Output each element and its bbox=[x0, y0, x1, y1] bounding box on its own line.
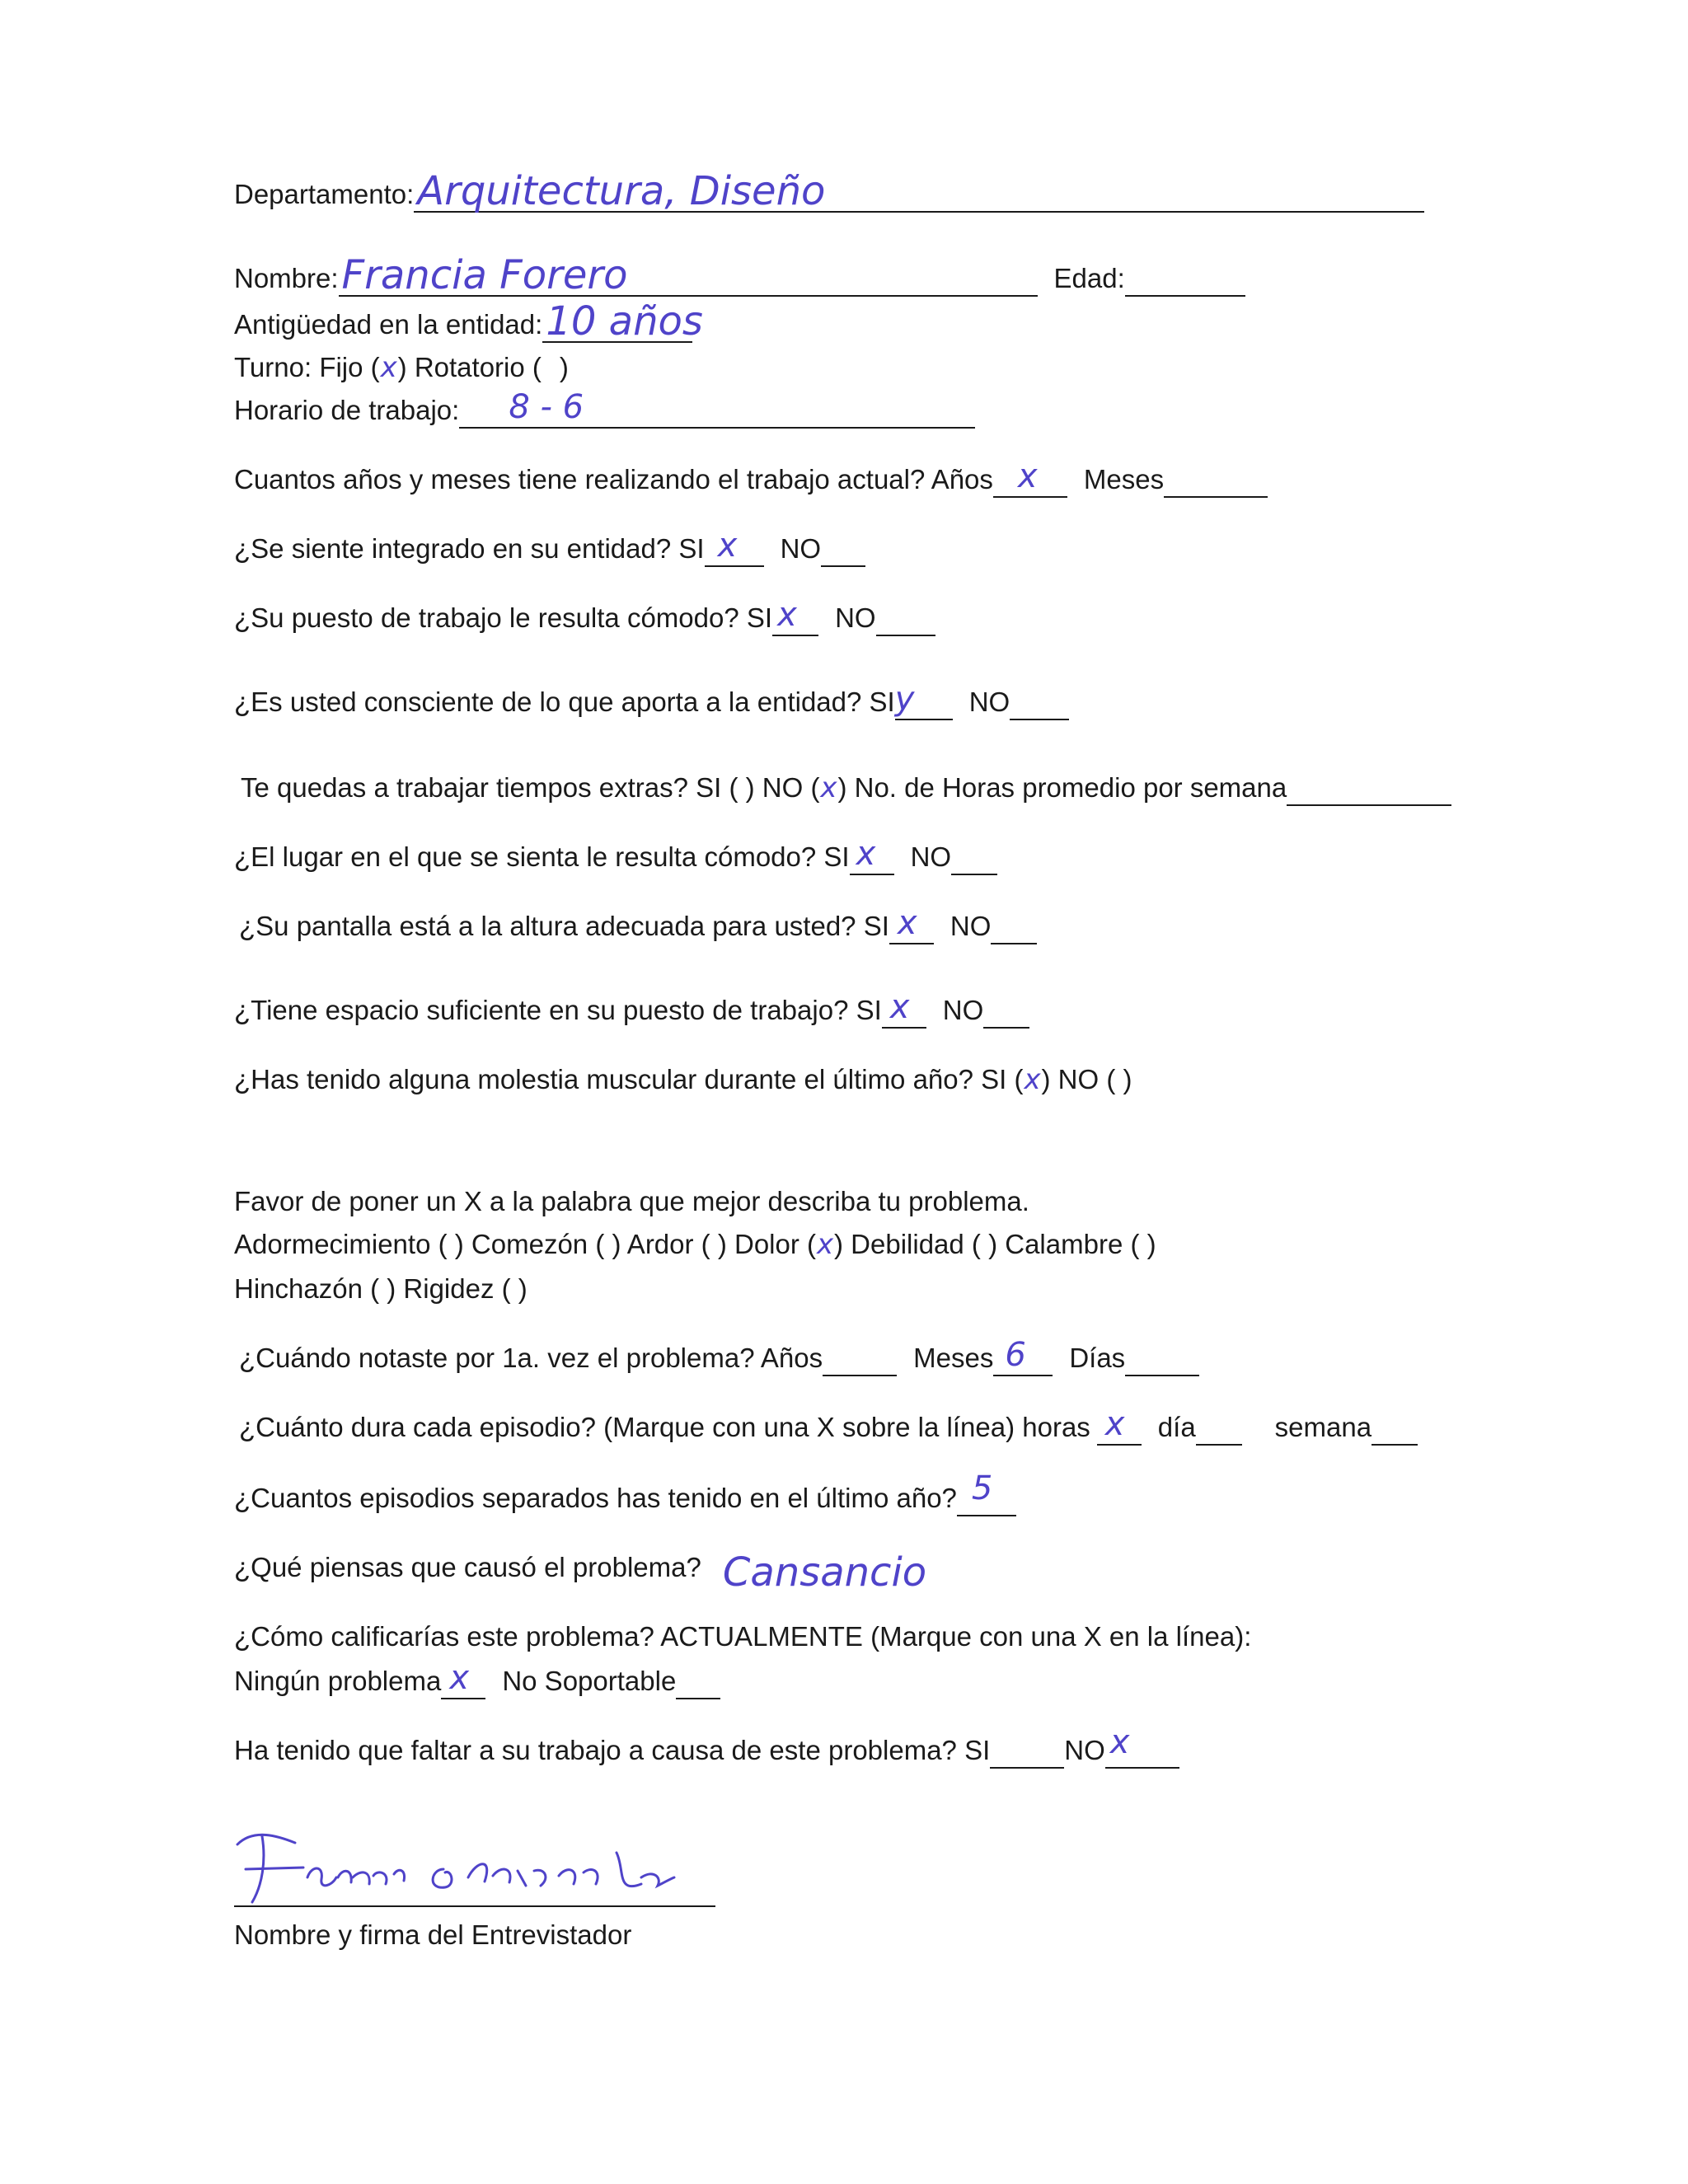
signature-drawing bbox=[229, 1820, 773, 1910]
q11-text: ¿Cuánto dura cada episodio? (Marque con una X sobre la línea) horas bbox=[239, 1412, 1090, 1442]
antiguedad-value: 10 años bbox=[546, 298, 703, 344]
q10-meses-field[interactable] bbox=[993, 1336, 1053, 1376]
q1-anos-value: x bbox=[1017, 457, 1038, 495]
q13-field[interactable] bbox=[722, 1549, 937, 1596]
turno-close: ) bbox=[559, 352, 569, 382]
q3-si-field[interactable] bbox=[772, 596, 818, 636]
q10-meses-label: Meses bbox=[913, 1343, 994, 1373]
q14-row: ¿Cómo calificarías este problema? ACTUALMENTE (Marque con una X en la línea): bbox=[234, 1621, 1252, 1652]
ningun-problema-field[interactable] bbox=[441, 1659, 485, 1699]
symptoms-row1-a: Adormecimiento ( ) Comezón ( ) Ardor ( ) Dolor ( bbox=[234, 1229, 817, 1259]
q13-row bbox=[234, 1549, 937, 1596]
q9-si-mark[interactable]: x bbox=[1024, 1063, 1041, 1096]
q7-si-field[interactable] bbox=[889, 904, 934, 944]
q3-no-field[interactable] bbox=[876, 603, 935, 636]
departamento-field[interactable] bbox=[414, 168, 1424, 214]
q4-no-label: NO bbox=[968, 687, 1010, 717]
dolor-mark[interactable]: x bbox=[816, 1228, 834, 1261]
q15-no-value: x bbox=[1109, 1723, 1130, 1761]
edad-label: Edad: bbox=[1053, 263, 1125, 293]
q5-text-a: Te quedas a trabajar tiempos extras? SI ( ) NO ( bbox=[241, 772, 820, 803]
q7-si-value: x bbox=[897, 904, 917, 942]
q4-text: ¿Es usted consciente de lo que aporta a la entidad? SI bbox=[234, 687, 895, 717]
symptoms-row1-b: ) Debilidad ( ) Calambre ( ) bbox=[834, 1229, 1156, 1259]
departamento-label: Departamento: bbox=[234, 179, 415, 209]
q6-si-field[interactable] bbox=[850, 835, 894, 875]
q7-no-label: NO bbox=[950, 911, 992, 941]
q3-no-label: NO bbox=[835, 602, 876, 633]
q13-text: ¿Qué piensas que causó el problema? bbox=[234, 1552, 701, 1582]
q8-no-field[interactable] bbox=[983, 996, 1029, 1029]
q2-no-label: NO bbox=[780, 533, 822, 564]
horario-label: Horario de trabajo: bbox=[234, 395, 460, 425]
horario-field[interactable] bbox=[459, 388, 975, 429]
q1-row bbox=[234, 457, 1268, 498]
q11-semana-label: semana bbox=[1274, 1412, 1372, 1442]
ningun-problema-label: Ningún problema bbox=[234, 1666, 442, 1696]
q8-row bbox=[234, 988, 1029, 1029]
q8-text: ¿Tiene espacio suficiente en su puesto de trabajo? SI bbox=[234, 995, 882, 1025]
q14-options-row bbox=[234, 1659, 720, 1699]
q12-text: ¿Cuantos episodios separados has tenido en el último año? bbox=[234, 1483, 957, 1513]
q3-text: ¿Su puesto de trabajo le resulta cómodo? SI bbox=[234, 602, 773, 633]
q4-no-field[interactable] bbox=[1010, 687, 1069, 720]
turno-row bbox=[234, 349, 569, 386]
q7-row bbox=[239, 904, 1037, 944]
q12-value: 5 bbox=[971, 1469, 993, 1507]
q2-no-field[interactable] bbox=[821, 534, 865, 567]
q12-row bbox=[234, 1469, 1016, 1516]
q1-anos-field[interactable] bbox=[993, 457, 1067, 498]
nombre-field[interactable] bbox=[339, 252, 1038, 298]
q10-row bbox=[239, 1336, 1199, 1376]
departamento-row bbox=[234, 168, 1424, 214]
q1-meses-field[interactable] bbox=[1164, 465, 1268, 498]
q10-meses-value: 6 bbox=[1005, 1336, 1026, 1374]
no-soportable-label: No Soportable bbox=[502, 1666, 677, 1696]
q8-si-field[interactable] bbox=[882, 988, 926, 1029]
q10-anos-field[interactable] bbox=[823, 1343, 897, 1376]
q10-dias-field[interactable] bbox=[1125, 1343, 1199, 1376]
q11-semana-field[interactable] bbox=[1372, 1413, 1418, 1446]
q11-dia-field[interactable] bbox=[1196, 1413, 1242, 1446]
edad-field[interactable] bbox=[1125, 264, 1245, 297]
q7-text: ¿Su pantalla está a la altura adecuada para usted? SI bbox=[239, 911, 889, 941]
q6-si-value: x bbox=[856, 835, 876, 873]
departamento-value: Arquitectura, Diseño bbox=[417, 168, 826, 214]
horario-row bbox=[234, 388, 975, 429]
turno-rotatorio-label: ) Rotatorio ( bbox=[397, 352, 542, 382]
q6-text: ¿El lugar en el que se sienta le resulta cómodo? SI bbox=[234, 841, 850, 872]
q10-dias-label: Días bbox=[1069, 1343, 1126, 1373]
antiguedad-label: Antigüedad en la entidad: bbox=[234, 309, 543, 340]
q15-si-field[interactable] bbox=[990, 1736, 1064, 1769]
q2-text: ¿Se siente integrado en su entidad? SI bbox=[234, 533, 705, 564]
q9-text-b: ) NO ( ) bbox=[1041, 1064, 1132, 1094]
q6-no-label: NO bbox=[910, 841, 952, 872]
symptoms-row-2: Hinchazón ( ) Rigidez ( ) bbox=[234, 1273, 528, 1304]
q15-row bbox=[234, 1723, 1179, 1769]
q5-no-mark[interactable]: x bbox=[820, 771, 837, 804]
turno-fijo-label: Turno: Fijo ( bbox=[234, 352, 380, 382]
signature-label: Nombre y firma del Entrevistador bbox=[234, 1919, 632, 1950]
q15-text: Ha tenido que faltar a su trabajo a causa de este problema? SI bbox=[234, 1735, 991, 1765]
symptoms-row-1 bbox=[234, 1226, 1156, 1263]
q4-si-value: y bbox=[894, 680, 915, 718]
q12-field[interactable] bbox=[957, 1469, 1016, 1516]
ningun-problema-value: x bbox=[449, 1659, 469, 1697]
q11-horas-field[interactable] bbox=[1097, 1405, 1142, 1446]
q8-si-value: x bbox=[889, 988, 910, 1026]
q5-horas-field[interactable] bbox=[1287, 773, 1451, 806]
q9-text-a: ¿Has tenido alguna molestia muscular durante el último año? SI ( bbox=[234, 1064, 1024, 1094]
q6-no-field[interactable] bbox=[951, 842, 997, 875]
q7-no-field[interactable] bbox=[991, 912, 1037, 944]
antiguedad-row bbox=[234, 298, 703, 344]
q4-si-field[interactable] bbox=[894, 680, 953, 720]
symptoms-intro: Favor de poner un X a la palabra que mejor describa tu problema. bbox=[234, 1186, 1029, 1216]
q6-row bbox=[234, 835, 997, 875]
q8-no-label: NO bbox=[942, 995, 984, 1025]
turno-fijo-mark[interactable]: x bbox=[380, 351, 397, 384]
q15-no-field[interactable] bbox=[1105, 1723, 1179, 1769]
q1-meses-label: Meses bbox=[1083, 464, 1165, 494]
nombre-label: Nombre: bbox=[234, 263, 339, 293]
q1-text: Cuantos años y meses tiene realizando el trabajo actual? Años bbox=[234, 464, 993, 494]
q13-value: Cansancio bbox=[722, 1549, 927, 1596]
q15-no-label: NO bbox=[1064, 1735, 1105, 1765]
q4-row bbox=[234, 680, 1069, 720]
q5-text-b: ) No. de Horas promedio por semana bbox=[837, 772, 1287, 803]
q3-si-value: x bbox=[777, 596, 797, 634]
antiguedad-field[interactable] bbox=[542, 298, 703, 344]
q11-row bbox=[239, 1405, 1418, 1446]
q9-row bbox=[234, 1062, 1132, 1098]
q5-row bbox=[241, 770, 1451, 806]
q2-si-value: x bbox=[717, 527, 738, 565]
q3-row bbox=[234, 596, 935, 636]
nombre-value: Francia Forero bbox=[341, 252, 628, 298]
q2-row bbox=[234, 527, 865, 567]
signature-line[interactable] bbox=[234, 1905, 715, 1907]
q11-dia-label: día bbox=[1157, 1412, 1196, 1442]
q2-si-field[interactable] bbox=[705, 527, 764, 567]
q10-text: ¿Cuándo notaste por 1a. vez el problema? Años bbox=[239, 1343, 823, 1373]
nombre-row bbox=[234, 252, 1245, 298]
q11-horas-value: x bbox=[1104, 1405, 1125, 1443]
horario-value: 8 - 6 bbox=[509, 388, 584, 426]
no-soportable-field[interactable] bbox=[676, 1666, 720, 1699]
